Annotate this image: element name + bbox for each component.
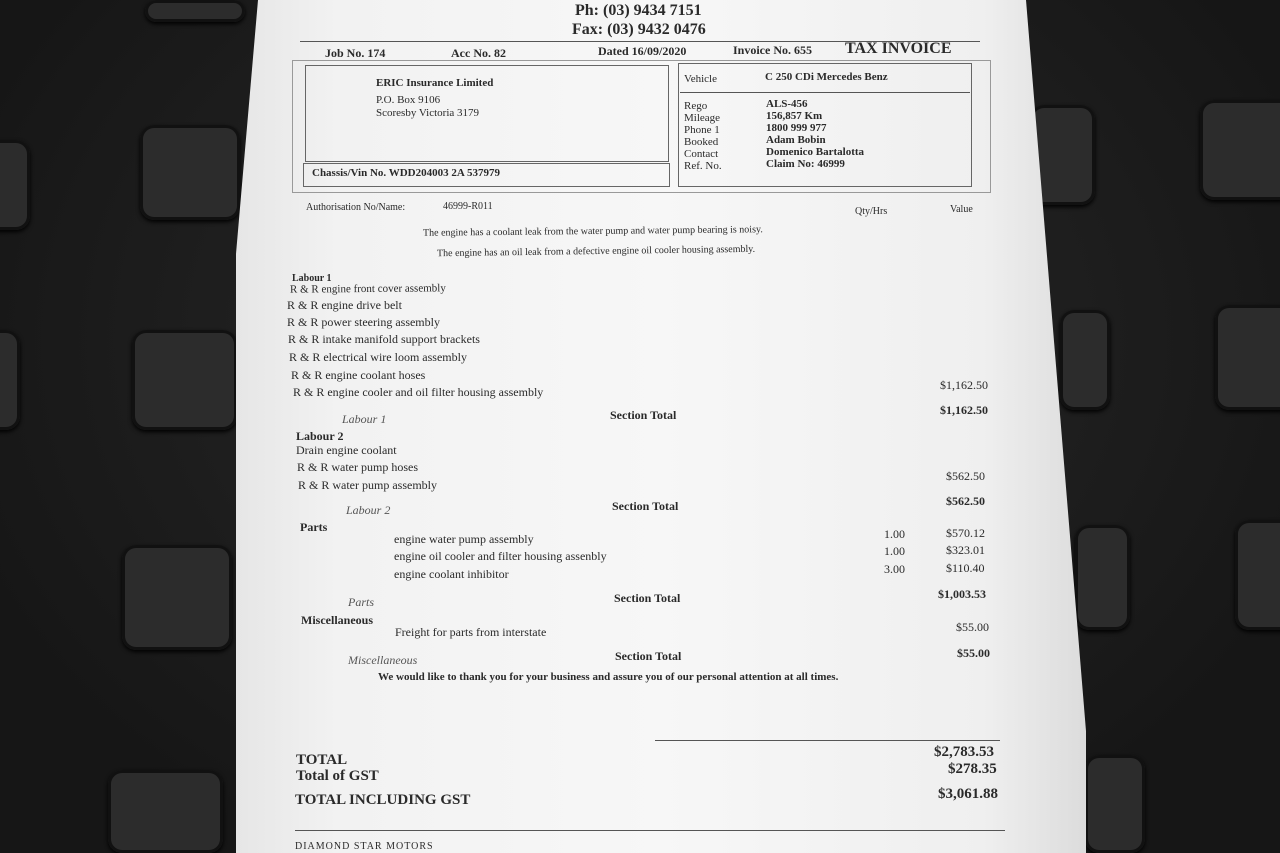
mileage-value: 156,857 Km	[766, 110, 823, 122]
labour1-item: R & R engine drive belt	[287, 298, 402, 312]
mat-pad	[1235, 520, 1280, 630]
parts-section-label: Parts	[348, 595, 375, 609]
booked-label: Booked	[684, 136, 719, 148]
labour1-item: R & R intake manifold support brackets	[288, 332, 480, 346]
parts-item: engine coolant inhibitor	[394, 567, 509, 581]
parts-title: Parts	[300, 520, 328, 534]
phone-number: Ph: (03) 9434 7151	[575, 2, 702, 19]
labour1-item: R & R engine front cover assembly	[289, 282, 446, 296]
labour2-value: $562.50	[946, 469, 985, 483]
phone-value: 1800 999 977	[766, 122, 827, 134]
fault-note-1: The engine has a coolant leak from the water pump and water pump bearing is noisy.	[422, 224, 763, 239]
misc-section-label: Miscellaneous	[348, 653, 418, 667]
mat-pad	[1075, 525, 1130, 630]
mat-pad	[140, 125, 240, 220]
labour2-item: R & R water pump assembly	[298, 478, 437, 492]
labour2-section-total-label: Section Total	[612, 499, 679, 513]
document-type: TAX INVOICE	[845, 40, 952, 57]
mat-pad	[1085, 755, 1145, 853]
total-incl-gst-label: TOTAL INCLUDING GST	[295, 792, 471, 808]
mat-pad	[132, 330, 237, 430]
customer-address-2: Scoresby Victoria 3179	[376, 107, 480, 119]
labour1-item: R & R power steering assembly	[287, 315, 440, 329]
vehicle-model: C 250 CDi Mercedes Benz	[765, 71, 888, 83]
gst-value: $278.35	[948, 761, 997, 777]
labour1-section-total: $1,162.50	[940, 403, 988, 417]
header-outer-box	[292, 60, 991, 193]
customer-name: ERIC Insurance Limited	[376, 77, 494, 89]
labour1-item: R & R engine cooler and oil filter housing assembly	[293, 385, 544, 399]
mat-pad	[145, 0, 245, 22]
value-header: Value	[950, 204, 973, 215]
misc-item: Freight for parts from interstate	[395, 625, 547, 639]
job-number: Job No. 174	[325, 46, 386, 60]
fax-number: Fax: (03) 9432 0476	[572, 21, 706, 38]
misc-value: $55.00	[956, 620, 989, 634]
total-incl-gst-value: $3,061.88	[938, 786, 998, 802]
parts-item-value: $323.01	[946, 543, 985, 557]
labour2-section-total: $562.50	[946, 494, 985, 508]
mat-pad	[1215, 305, 1280, 410]
gst-label: Total of GST	[296, 768, 379, 784]
labour1-item: R & R engine coolant hoses	[291, 368, 426, 382]
parts-section-total: $1,003.53	[938, 587, 986, 601]
mat-pad	[108, 770, 223, 853]
qty-header: Qty/Hrs	[855, 206, 888, 217]
total-value: $2,783.53	[934, 744, 994, 760]
ref-value: Claim No: 46999	[766, 158, 845, 170]
totals-rule	[655, 740, 1000, 741]
parts-item-value: $570.12	[946, 526, 985, 540]
mileage-label: Mileage	[684, 112, 721, 124]
parts-item-qty: 1.00	[884, 544, 905, 558]
mat-pad	[1060, 310, 1110, 410]
total-label: TOTAL	[296, 752, 348, 768]
phone-label: Phone 1	[684, 124, 720, 136]
booked-value: Adam Bobin	[766, 134, 826, 146]
labour2-title: Labour 2	[296, 429, 344, 443]
fault-note-2: The engine has an oil leak from a defective engine oil cooler housing assembly.	[436, 243, 756, 260]
authorisation-value: 46999-R011	[443, 201, 493, 212]
misc-section-total: $55.00	[957, 646, 990, 660]
mat-pad	[122, 545, 232, 650]
mat-pad	[0, 330, 20, 430]
authorisation-label: Authorisation No/Name:	[306, 202, 406, 213]
ref-label: Ref. No.	[684, 160, 722, 172]
contact-value: Domenico Bartalotta	[766, 146, 865, 158]
labour2-section-label: Labour 2	[346, 503, 391, 517]
account-number: Acc No. 82	[451, 46, 506, 60]
parts-item-qty: 1.00	[884, 527, 905, 541]
labour1-title: Labour 1	[292, 273, 332, 284]
vehicle-label: Vehicle	[684, 73, 717, 85]
labour1-item: R & R electrical wire loom assembly	[289, 350, 467, 364]
parts-section-total-label: Section Total	[614, 591, 681, 605]
labour2-item: R & R water pump hoses	[297, 460, 418, 474]
parts-item-qty: 3.00	[884, 562, 905, 576]
mat-pad	[0, 140, 30, 230]
parts-item: engine water pump assembly	[394, 532, 534, 546]
footer-company: DIAMOND STAR MOTORS	[295, 841, 434, 852]
invoice-date: Dated 16/09/2020	[598, 44, 687, 58]
chassis-number: Chassis/Vin No. WDD204003 2A 537979	[312, 167, 500, 179]
misc-title: Miscellaneous	[301, 613, 373, 627]
labour1-value: $1,162.50	[940, 378, 988, 392]
labour1-section-total-label: Section Total	[610, 408, 677, 422]
labour1-section-label: Labour 1	[342, 412, 387, 426]
mat-pad	[1200, 100, 1280, 200]
labour2-item: Drain engine coolant	[296, 443, 397, 457]
rego-value: ALS-456	[766, 98, 808, 110]
invoice-number: Invoice No. 655	[733, 43, 812, 57]
rego-label: Rego	[684, 100, 708, 112]
parts-item-value: $110.40	[946, 561, 985, 575]
parts-item: engine oil cooler and filter housing assenbly	[394, 549, 607, 563]
misc-section-total-label: Section Total	[615, 649, 682, 663]
footer-rule	[295, 830, 1005, 831]
thank-you-message: We would like to thank you for your business and assure you of our personal attention at all times.	[378, 671, 839, 683]
contact-label: Contact	[684, 148, 719, 160]
customer-address-1: P.O. Box 9106	[376, 94, 441, 106]
